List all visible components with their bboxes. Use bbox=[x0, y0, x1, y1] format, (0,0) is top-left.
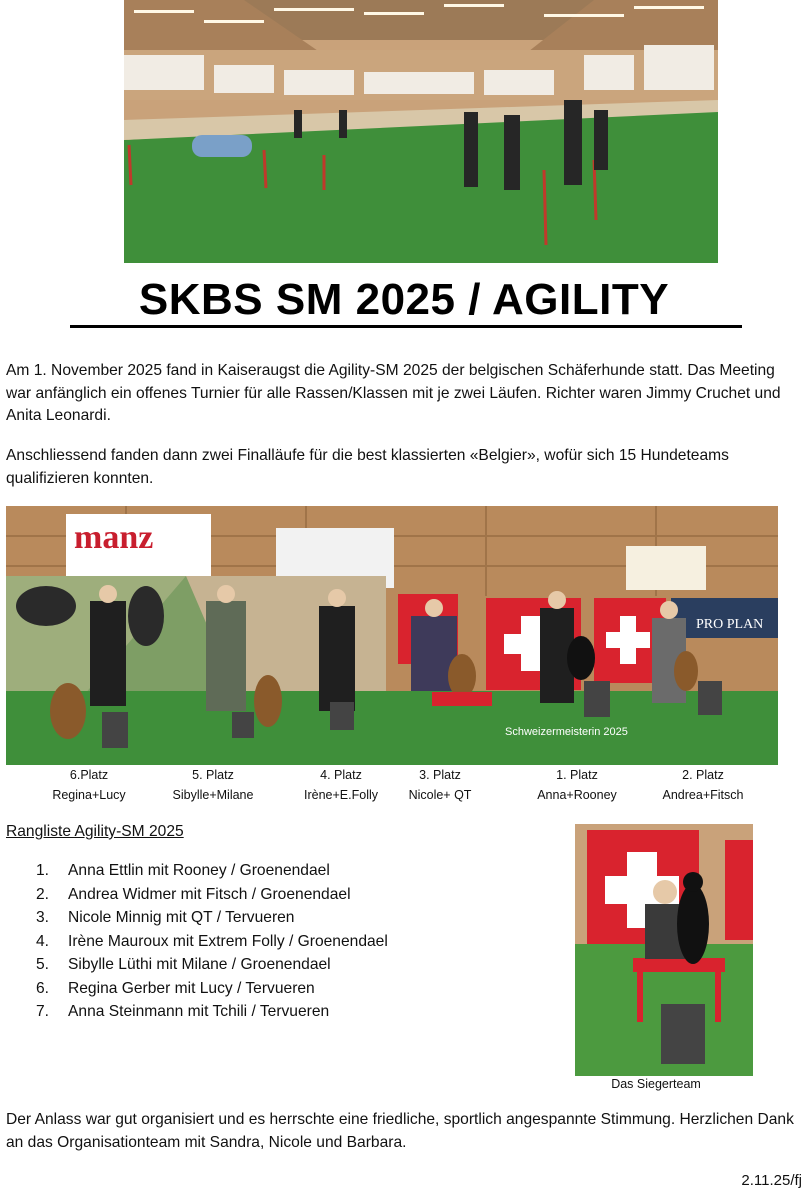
photo-overlay-caption: Schweizermeisterin 2025 bbox=[505, 726, 628, 738]
ranking-number: 3. bbox=[36, 909, 50, 926]
place-team: Sibylle+Milane bbox=[172, 788, 254, 802]
title-underline bbox=[70, 325, 742, 328]
place-rank: 5. Platz bbox=[192, 768, 234, 782]
place-rank: 1. Platz bbox=[556, 768, 598, 782]
place-label bbox=[29, 765, 149, 805]
place-label bbox=[517, 765, 637, 805]
place-label bbox=[643, 765, 763, 805]
ranking-item bbox=[36, 977, 388, 1001]
place-label bbox=[153, 765, 273, 805]
place-rank: 3. Platz bbox=[419, 768, 461, 782]
ranking-text: Anna Steinmann mit Tchili / Tervueren bbox=[68, 1003, 330, 1020]
place-rank: 6.Platz bbox=[69, 768, 109, 782]
ranking-item bbox=[36, 906, 388, 930]
ranking-item bbox=[36, 883, 388, 907]
ranking-item bbox=[36, 930, 388, 954]
ranking-heading: Rangliste Agility-SM 2025 bbox=[6, 823, 184, 840]
ranking-text: Anna Ettlin mit Rooney / Groenendael bbox=[68, 862, 330, 879]
page-title: SKBS SM 2025 / AGILITY bbox=[138, 275, 670, 324]
intro-paragraph: Anschliessend fanden dann zwei Finalläufe für die best klassierten «Belgier», wofür sich 15 Hundeteams qualifizieren konnten. bbox=[6, 447, 729, 487]
place-rank: 4. Platz bbox=[320, 768, 362, 782]
podium-group-photo bbox=[6, 506, 778, 765]
date-signature: 2.11.25/fj bbox=[741, 1172, 802, 1189]
winner-photo-caption: Das Siegerteam bbox=[611, 1077, 701, 1091]
ranking-number: 2. bbox=[36, 885, 50, 903]
winner-team-photo bbox=[575, 824, 753, 1076]
ranking-item bbox=[36, 859, 388, 883]
ranking-number: 4. bbox=[36, 932, 50, 950]
agility-hall-photo bbox=[124, 0, 718, 263]
ranking-text: Sibylle Lüthi mit Milane / Groenendael bbox=[68, 956, 331, 973]
place-rank: 2. Platz bbox=[682, 768, 724, 782]
place-team: Andrea+Fitsch bbox=[662, 788, 744, 802]
ranking-list bbox=[36, 859, 388, 1024]
ranking-text: Regina Gerber mit Lucy / Tervueren bbox=[68, 979, 315, 997]
closing-paragraph: Der Anlass war gut organisiert und es herrschte eine friedliche, sportlich angespannte Stimmung. Herzlichen Dank an das Organisationteam mit Sandra, Nicole und Barbara. bbox=[6, 1111, 794, 1151]
ranking-number: 5. bbox=[36, 956, 50, 973]
ranking-text: Nicole Minnig mit QT / Tervueren bbox=[68, 909, 295, 926]
place-team: Irène+E.Folly bbox=[304, 788, 378, 802]
ranking-number: 1. bbox=[36, 862, 50, 879]
proplan-sponsor-text: PRO PLAN bbox=[696, 617, 764, 632]
intro-paragraph: Am 1. November 2025 fand in Kaiseraugst die Agility-SM 2025 der belgischen Schäferhunde statt. Das Meeting war anfänglich ein offenes Turnier für alle Rassen/Klassen mit je zwei Läufen. Richter waren Jimmy Cruchet und Anita Leonardi. bbox=[6, 362, 781, 424]
ranking-number: 6. bbox=[36, 979, 50, 997]
ranking-text: Andrea Widmer mit Fitsch / Groenendael bbox=[68, 885, 351, 903]
ranking-item bbox=[36, 953, 388, 977]
place-team: Nicole+ QT bbox=[408, 788, 472, 802]
ranking-text: Irène Mauroux mit Extrem Folly / Groenendael bbox=[68, 932, 388, 950]
place-label bbox=[380, 765, 500, 805]
ranking-item bbox=[36, 1000, 388, 1024]
place-team: Regina+Lucy bbox=[52, 788, 126, 802]
sponsor-banner-text: manz bbox=[74, 519, 154, 556]
ranking-number: 7. bbox=[36, 1003, 50, 1020]
place-team: Anna+Rooney bbox=[537, 788, 617, 802]
